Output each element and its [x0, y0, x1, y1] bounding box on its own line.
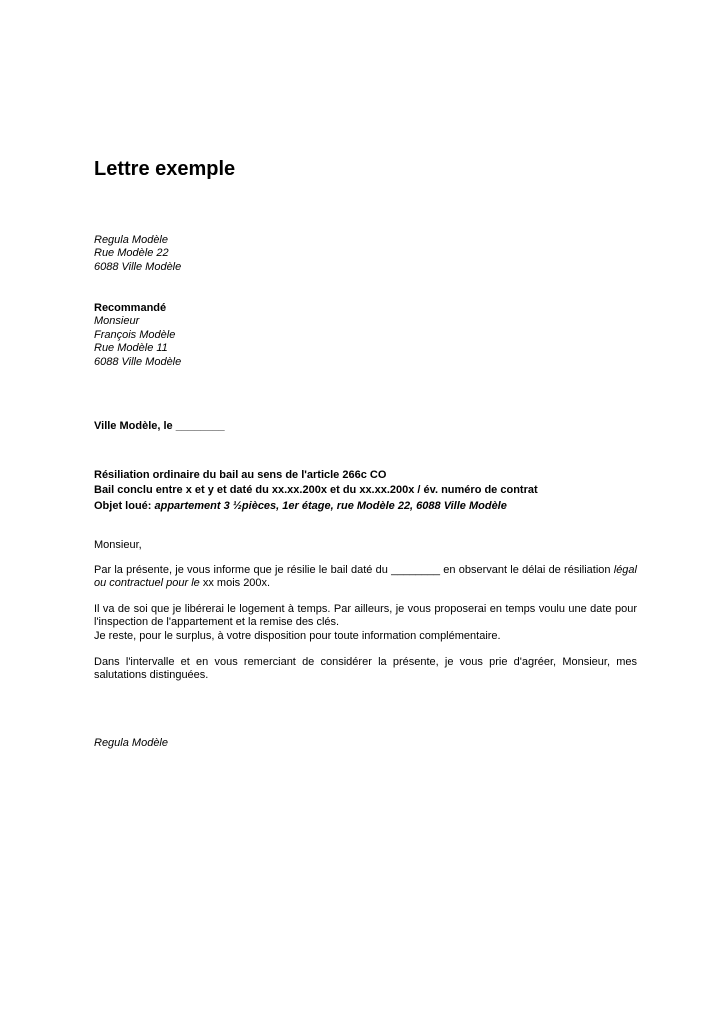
paragraph-2-line-3: Je reste, pour le surplus, à votre disposition pour toute information complémentaire. [94, 629, 501, 642]
sender-address-block [94, 234, 637, 274]
paragraph-text: xx mois 200x. [199, 577, 271, 590]
paragraph-text: Par la présente, je vous informe que je résilie le bail daté du ________ en observant le délai de résiliation [94, 564, 614, 576]
paragraph-1-line-1 [94, 564, 637, 577]
paragraph-2-line-2: l'inspection de l'appartement et la remise des clés. [94, 616, 340, 629]
subject-block [94, 468, 637, 514]
paragraph-1-line-2 [94, 577, 637, 590]
paragraph-text-italic: ou contractuel pour le [94, 577, 200, 590]
subject-line-contract: Bail conclu entre x et y et daté du xx.xx.200x et du xx.xx.200x / év. numéro de contrat [94, 484, 538, 497]
subject-line-object [94, 499, 637, 514]
sender-name: Regula Modèle [94, 234, 168, 246]
body-paragraph-2 [94, 603, 637, 643]
paragraph-2-line-1: Il va de soi que je libérerai le logement à temps. Par ailleurs, je vous proposerai en temps voulu une date pour [94, 603, 637, 615]
place-date-line: Ville Modèle, le ________ [94, 420, 225, 432]
paragraph-3-line-1: Dans l'intervalle et en vous remerciant de considérer la présente, je vous prie d'agréer, Monsieur, mes [94, 656, 637, 668]
recipient-street: Rue Modèle 11 [94, 342, 168, 355]
recipient-city: 6088 Ville Modèle [94, 355, 182, 368]
body-paragraph-1 [94, 564, 637, 591]
sender-street: Rue Modèle 22 [94, 247, 169, 260]
paragraph-text-italic: légal [613, 564, 637, 576]
sender-city: 6088 Ville Modèle [94, 260, 182, 273]
salutation: Monsieur, [94, 539, 142, 551]
paragraph-3-line-2: salutations distinguées. [94, 669, 209, 682]
recipient-address-block [94, 302, 637, 369]
subject-line-termination: Résiliation ordinaire du bail au sens de l'article 266c CO [94, 469, 387, 481]
body-paragraph-3 [94, 656, 637, 683]
subject-object-label: Objet loué: [94, 499, 155, 512]
signature-name: Regula Modèle [94, 737, 168, 749]
letter-title: Lettre exemple [94, 158, 236, 180]
recipient-title: Monsieur [94, 315, 140, 328]
delivery-mode-label: Recommandé [94, 302, 167, 314]
recipient-name: François Modèle [94, 328, 176, 341]
subject-object-value: appartement 3 ½pièces, 1er étage, rue Modèle 22, 6088 Ville Modèle [154, 499, 507, 512]
